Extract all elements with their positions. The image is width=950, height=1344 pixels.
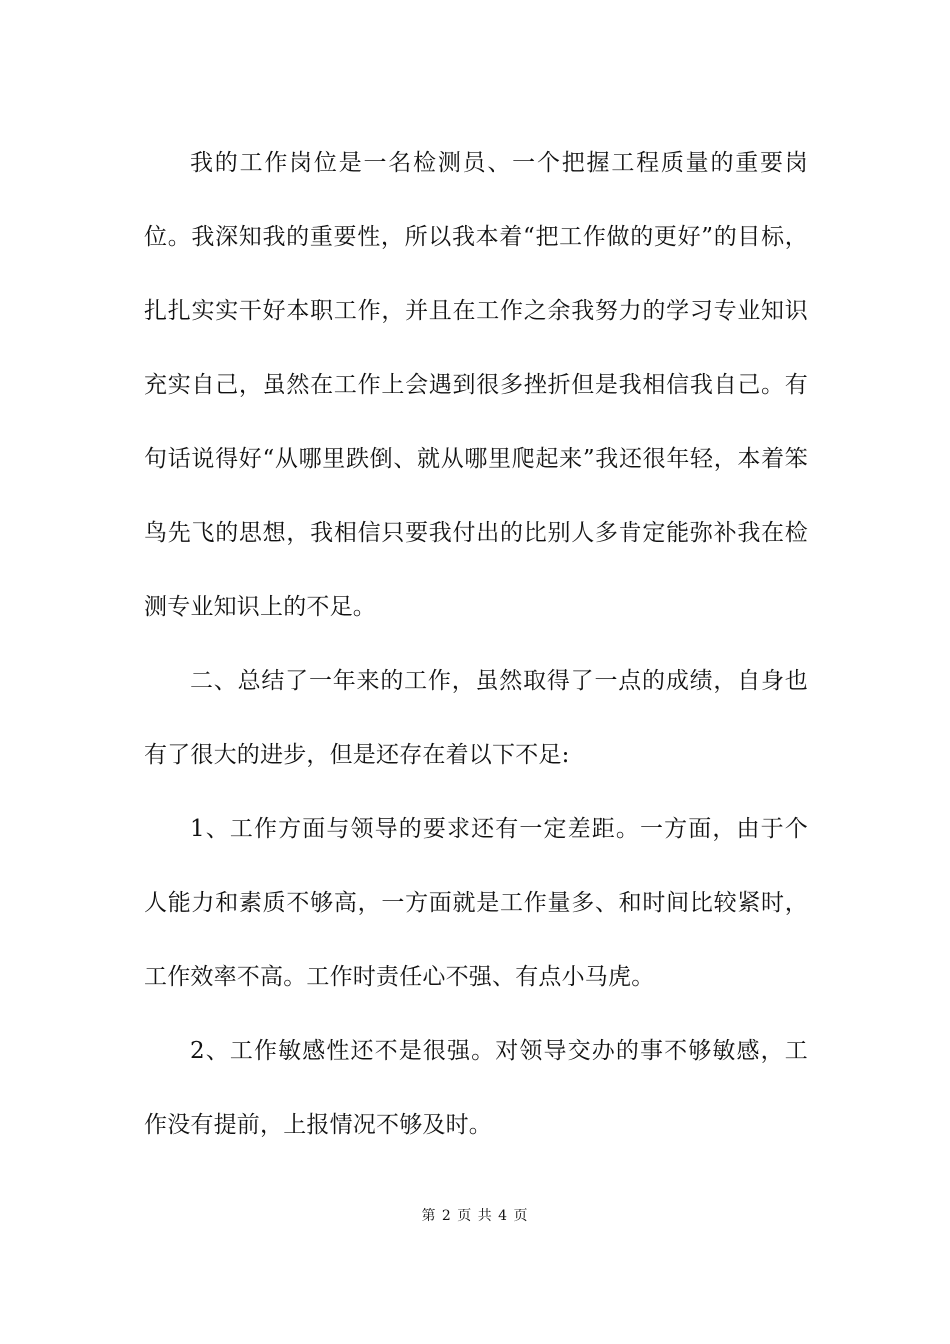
paragraph-summary-shortcomings: 二、总结了一年来的工作，虽然取得了一点的成绩，自身也有了很大的进步，但是还存在着以下不足: <box>144 668 808 768</box>
paragraph-point-2: 2、工作敏感性还不是很强。对领导交办的事不够敏感，工作没有提前，上报情况不够及时。 <box>144 1038 808 1138</box>
document-body <box>144 126 808 1162</box>
paragraph-point-1: 1、工作方面与领导的要求还有一定差距。一方面，由于个人能力和素质不够高，一方面就是工作量多、和时间比较紧时，工作效率不高。工作时责任心不强、有点小马虎。 <box>144 816 808 990</box>
paragraph-job-role: 我的工作岗位是一名检测员、一个把握工程质量的重要岗位。我深知我的重要性，所以我本着“把工作做的更好”的目标，扎扎实实干好本职工作，并且在工作之余我努力的学习专业知识充实自己，虽然在工作上会遇到很多挫折但是我相信我自己。有句话说得好“从哪里跌倒、就从哪里爬起来”我还很年轻，本着笨鸟先飞的思想，我相信只要我付出的比别人多肯定能弥补我在检测专业知识上的不足。 <box>144 150 808 620</box>
page-number-footer: 第 2 页 共 4 页 <box>421 1208 529 1224</box>
